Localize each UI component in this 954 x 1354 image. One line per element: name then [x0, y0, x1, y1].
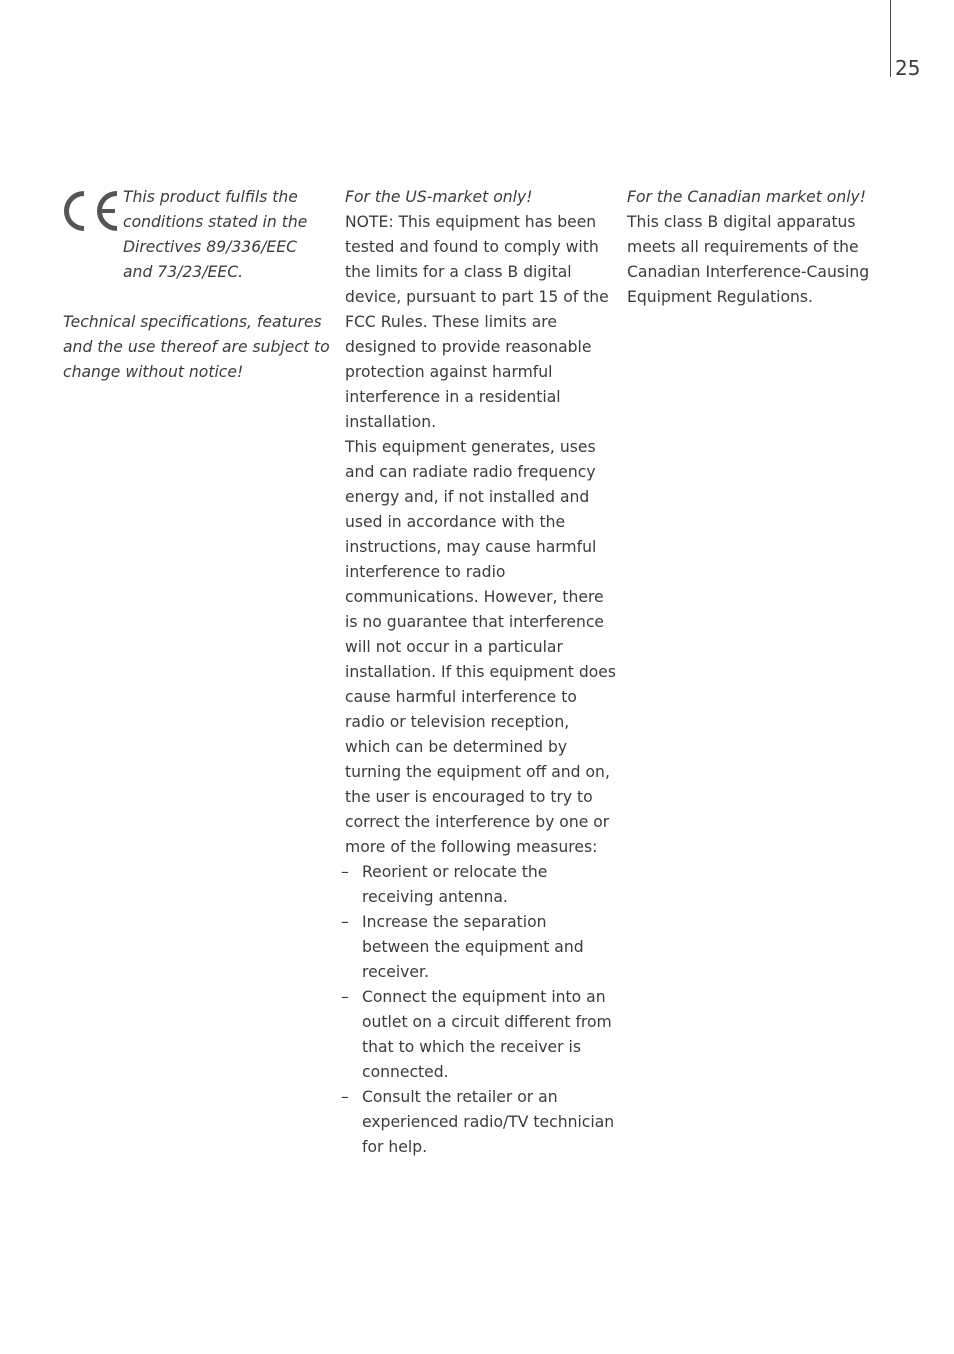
us-market-heading: For the US-market only!: [345, 188, 533, 206]
canadian-market-column: [627, 185, 902, 310]
us-market-column: [341, 185, 617, 1160]
ce-mark-icon: [63, 191, 119, 231]
page-margin-rule: [890, 0, 891, 77]
page-number: 25: [895, 56, 921, 80]
ce-statement-block: [63, 185, 331, 285]
us-note-paragraph: NOTE: This equipment has been tested and found to comply with the limits for a class B digital device, pursuant to part 15 of the FCC Rules. These limits are designed to provide reasonable protection against harmful interference in a residential installation.: [345, 213, 609, 431]
corrective-measures-list: [341, 860, 617, 1160]
left-column: [63, 185, 331, 385]
us-interference-paragraph: This equipment generates, uses and can radiate radio frequency energy and, if not installed and used in accordance with the instructions, may cause harmful interference to radio communications. However, there is no guarantee that interference will not occur in a particular installation. If this equipment does cause harmful interference to radio or television reception, which can be determined by turning the equipment off and on, the user is encouraged to try to correct the interference by one or more of the following measures:: [345, 438, 616, 856]
canadian-market-heading: For the Canadian market only!: [627, 188, 867, 206]
list-item: – Connect the equipment into an outlet on a circuit different from that to which the receiver is connected.: [341, 988, 612, 1081]
ce-statement-text: This product fulfils the conditions stated in the Directives 89/336/EEC and 73/23/EEC.: [123, 188, 308, 281]
specifications-notice: Technical specifications, features and the use thereof are subject to change without notice!: [63, 313, 330, 381]
list-item: – Increase the separation between the equipment and receiver.: [341, 913, 584, 981]
canadian-market-paragraph: This class B digital apparatus meets all requirements of the Canadian Interference-Causing Equipment Regulations.: [627, 213, 870, 306]
list-item: – Consult the retailer or an experienced radio/TV technician for help.: [341, 1088, 615, 1156]
list-item: – Reorient or relocate the receiving antenna.: [341, 863, 548, 906]
